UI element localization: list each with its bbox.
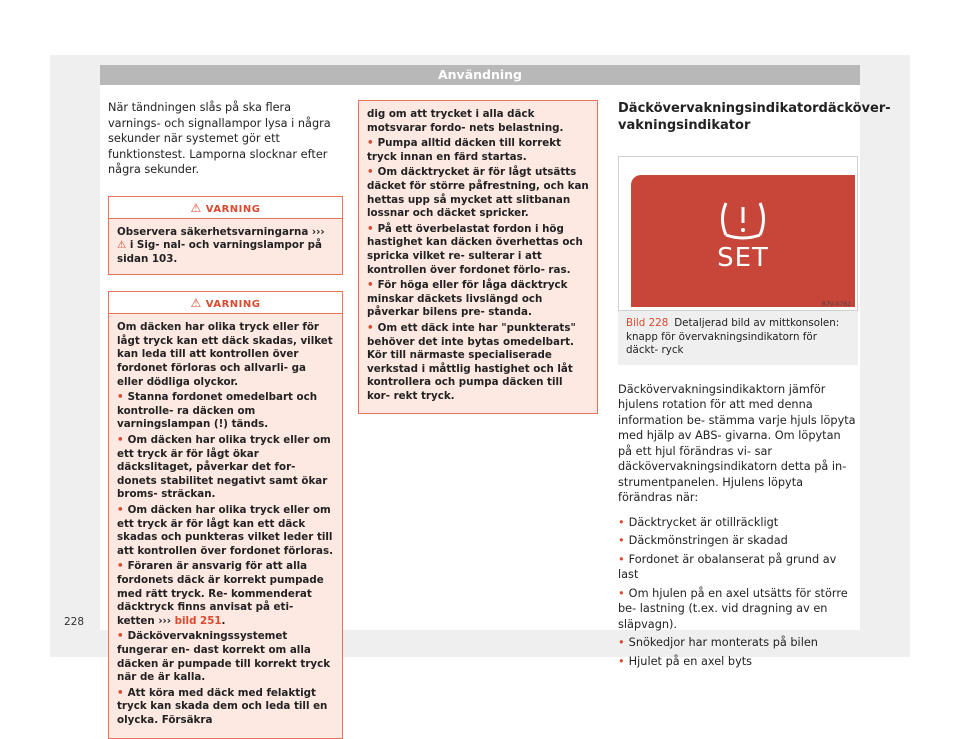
figure-caption xyxy=(618,311,858,365)
warning-intro: Om däcken har olika tryck eller för lågt tryck kan ett däck skadas, vilket kan leda till att kontrollen över fordonet förloras och allvarli- ga eller dödliga olyckor. xyxy=(117,321,333,388)
reference-arrows: ››› xyxy=(158,614,172,627)
section-header: Användning xyxy=(100,65,860,85)
list-item: • Snökedjor har monterats på bilen xyxy=(618,636,818,649)
warning-triangle-icon: ⚠ xyxy=(190,296,202,311)
warning-triangle-icon: ⚠ xyxy=(190,200,202,215)
list-item: • Däcktrycket är otillräckligt xyxy=(618,515,779,529)
warning-text: Observera säkerhetsvarningarna xyxy=(117,225,312,238)
bullet-icon: • xyxy=(618,515,625,529)
column-middle xyxy=(358,100,598,414)
warning-label: VARNING xyxy=(205,299,261,311)
warning-label: VARNING xyxy=(205,203,261,215)
list-item: • Föraren är ansvarig för att alla fordonets däck är korrekt pumpade med rätt tryck. Re- kommenderat däcktryck finns anvisat på eti- ketten ››› bild 251. xyxy=(117,560,324,627)
list-item: • Däckövervakningssystemet fungerar en- dast korrekt om alla däcken är pumpade till korrekt tryck när de är kalla. xyxy=(117,630,331,684)
bullet-icon: • xyxy=(117,686,124,699)
bullet-icon: • xyxy=(618,534,625,547)
caption-text: Detaljerad bild av mittkonsolen: knapp för övervakningsindikatorn för däckt- ryck xyxy=(626,317,840,356)
warning-box-continued xyxy=(358,100,598,414)
list-item: • På ett överbelastat fordon i hög hastighet kan däcken överhettas och spricka vilket re- sulterar i att kontrollen över fordonet förlo- ras. xyxy=(367,222,583,276)
bullet-icon: • xyxy=(117,504,124,516)
bullet-icon: • xyxy=(618,586,625,600)
list-item: • Stanna fordonet omedelbart och kontrolle- ra däcken om varningslampan (!) tänds. xyxy=(117,391,318,431)
warning-box-1 xyxy=(108,196,343,276)
list-item: • För höga eller för låga däcktryck minskar däckets livslängd och påverkar bilens pre- standa. xyxy=(367,279,568,319)
warning-header xyxy=(109,197,342,219)
intro-paragraph: När tändningen slås på ska flera varnings- och signallampor lysa i några sekunder när systemet gör ett funktionstest. Lamporna slocknar efter några sekunder. xyxy=(108,101,331,176)
warning-continued-text: dig om att trycket i alla däck motsvarar fordo- nets belastning. xyxy=(367,108,564,134)
set-button-panel xyxy=(631,175,855,307)
body-paragraph: Däckövervakningsindikaktorn jämför hjulens rotation för att med denna information be- stämma varje hjuls löpyta med hjälp av ABS- givarna. Om löpytan på ett hjul förändras vi- sar däckövervakningsindikatorn detta på in- strumentpanelen. Hjulens löpyta förändras när: xyxy=(618,382,856,504)
list-item: • Om hjulen på en axel utsätts för större be- lastning (t.ex. vid dragning av en släpvagn). xyxy=(618,586,848,631)
bullet-icon: • xyxy=(367,166,374,179)
warning-body xyxy=(109,314,342,737)
column-left xyxy=(108,100,343,739)
bullet-icon: • xyxy=(367,321,374,334)
bullet-icon: • xyxy=(367,222,374,235)
bullet-icon: • xyxy=(117,630,124,643)
list-item: • Om däcken har olika tryck eller om ett tryck är för lågt kan ett däck skadas och punkteras vilket leder till att kontrollen över fordonet förloras. xyxy=(117,504,334,557)
warning-text: i Sig- nal- och varningslampor på sidan 103. xyxy=(117,239,322,265)
list-item: • Om ett däck inte har "punkterats" behöver det inte bytas omedelbart. Kör till närmaste specialiserade verkstad i måttlig hastighet och låt kontrollera och pumpa däcken till kor- rekt tryck. xyxy=(367,321,576,402)
list-item: • Om däcken har olika tryck eller om ett tryck är för lågt ökar däckslitaget, påverkar det for- donets stabilitet negativt samt ökar broms- sträckan. xyxy=(117,434,331,501)
list-item: • Att köra med däck med felaktigt tryck kan skada dem och leda till en olycka. Försäkra xyxy=(117,686,328,726)
reference-arrows: ››› xyxy=(311,225,325,238)
bullet-icon: • xyxy=(618,552,625,566)
warning-header xyxy=(109,292,342,314)
bullet-icon: • xyxy=(618,654,625,668)
figure-code: B7V-0762 xyxy=(821,301,851,308)
set-label: SET xyxy=(717,243,769,273)
page-number: 228 xyxy=(64,616,85,628)
bullet-icon: • xyxy=(367,137,374,150)
figure-image xyxy=(618,156,858,311)
list-item: • Pumpa alltid däcken till korrekt tryck innan en färd startas. xyxy=(367,137,562,163)
bullet-icon: • xyxy=(367,279,374,292)
column-right xyxy=(618,100,891,672)
list-item: • Däckmönstringen är skadad xyxy=(618,534,788,547)
bullet-icon: • xyxy=(117,434,124,447)
warning-triangle-icon: ⚠ xyxy=(117,239,127,252)
condition-list xyxy=(618,515,858,670)
warning-box-2 xyxy=(108,291,343,738)
list-item: • Fordonet är obalanserat på grund av last xyxy=(618,552,837,581)
list-item: • Om däcktrycket är för lågt utsätts däcket för större påfrestning, och kan hettas upp så mycket att slitbanan lossnar och däcket spricker. xyxy=(367,166,589,220)
bullet-icon: • xyxy=(618,636,625,649)
section-title: Däckövervakningsindikatordäcköver- vakningsindikator xyxy=(618,101,891,133)
warning-body xyxy=(109,219,342,275)
bullet-icon: • xyxy=(117,391,124,404)
bullet-icon: • xyxy=(117,560,124,573)
figure-link[interactable]: bild 251 xyxy=(174,614,222,627)
figure-label: Bild 228 xyxy=(626,317,669,329)
list-item: • Hjulet på en axel byts xyxy=(618,654,753,668)
